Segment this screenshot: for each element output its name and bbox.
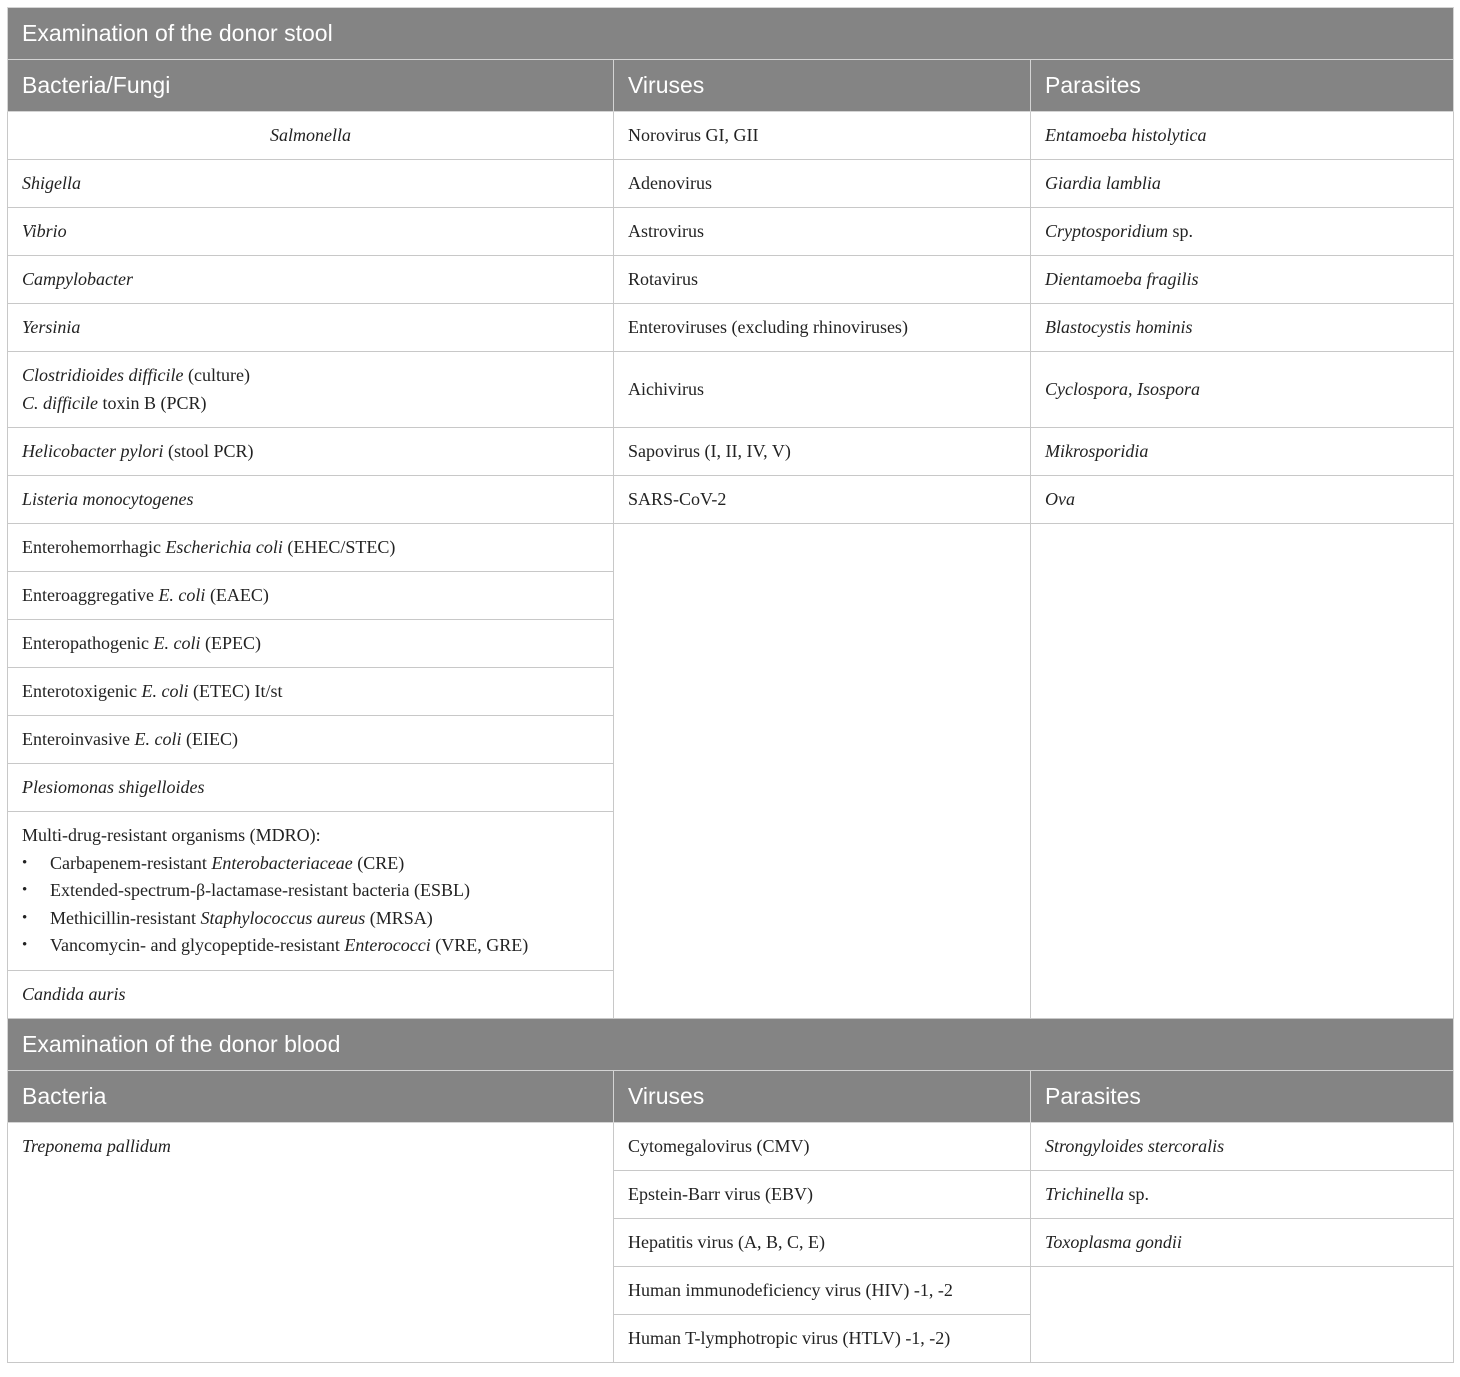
mdro-list: [22, 850, 599, 960]
blood-header-bacteria: Bacteria: [8, 1071, 614, 1123]
blood-parasite-cell: Toxoplasma gondii: [1031, 1219, 1454, 1267]
stool-header-bacteria-fungi: Bacteria/Fungi: [8, 60, 614, 112]
mdro-cell: [8, 812, 614, 971]
stool-parasite-cell: Cryptosporidium sp.: [1031, 208, 1454, 256]
stool-virus-cell: Aichivirus: [614, 352, 1031, 428]
stool-bacteria-cell: Campylobacter: [8, 256, 614, 304]
blood-bacteria-cell: Treponema pallidum: [8, 1123, 614, 1363]
donor-screening-table: [7, 7, 1454, 1363]
blood-virus-cell: Human immunodeficiency virus (HIV) -1, -2: [614, 1267, 1031, 1315]
mdro-list-item: • Vancomycin- and glycopeptide-resistant Enterococci (VRE, GRE): [22, 932, 599, 960]
blood-virus-cell: Human T-lymphotropic virus (HTLV) -1, -2): [614, 1315, 1031, 1363]
stool-virus-cell: SARS-CoV-2: [614, 476, 1031, 524]
stool-bacteria-cell: Shigella: [8, 160, 614, 208]
stool-virus-cell: Rotavirus: [614, 256, 1031, 304]
blood-virus-cell: Cytomegalovirus (CMV): [614, 1123, 1031, 1171]
stool-virus-cell: Enteroviruses (excluding rhinoviruses): [614, 304, 1031, 352]
stool-parasite-cell: Ova: [1031, 476, 1454, 524]
stool-bacteria-cell: Clostridioides difficile (culture) C. difficile toxin B (PCR): [8, 352, 614, 428]
stool-bacteria-cell: Enterotoxigenic E. coli (ETEC) It/st: [8, 668, 614, 716]
stool-section-title: Examination of the donor stool: [8, 8, 1454, 60]
stool-parasite-cell: Giardia lamblia: [1031, 160, 1454, 208]
stool-bacteria-cell: Yersinia: [8, 304, 614, 352]
blood-parasite-empty-cell: [1031, 1267, 1454, 1363]
stool-bacteria-cell: Enteroaggregative E. coli (EAEC): [8, 572, 614, 620]
blood-parasite-cell: Trichinella sp.: [1031, 1171, 1454, 1219]
stool-header-parasites: Parasites: [1031, 60, 1454, 112]
stool-bacteria-cell: Candida auris: [8, 971, 614, 1019]
mdro-heading: Multi-drug-resistant organisms (MDRO):: [22, 825, 321, 845]
mdro-list-item: • Extended-spectrum-β-lactamase-resistant bacteria (ESBL): [22, 877, 599, 905]
stool-virus-cell: Astrovirus: [614, 208, 1031, 256]
stool-bacteria-cell: Helicobacter pylori (stool PCR): [8, 428, 614, 476]
stool-header-viruses: Viruses: [614, 60, 1031, 112]
mdro-list-item: • Methicillin-resistant Staphylococcus aureus (MRSA): [22, 905, 599, 933]
stool-virus-cell: Sapovirus (I, II, IV, V): [614, 428, 1031, 476]
blood-parasite-cell: Strongyloides stercoralis: [1031, 1123, 1454, 1171]
stool-parasite-cell: Cyclospora, Isospora: [1031, 352, 1454, 428]
stool-bacteria-cell: Listeria monocytogenes: [8, 476, 614, 524]
mdro-list-item: • Carbapenem-resistant Enterobacteriaceae (CRE): [22, 850, 599, 878]
blood-section-title: Examination of the donor blood: [8, 1019, 1454, 1071]
stool-bacteria-cell: Enterohemorrhagic Escherichia coli (EHEC/STEC): [8, 524, 614, 572]
stool-parasite-cell: Dientamoeba fragilis: [1031, 256, 1454, 304]
stool-bacteria-cell: Enteroinvasive E. coli (EIEC): [8, 716, 614, 764]
blood-virus-cell: Hepatitis virus (A, B, C, E): [614, 1219, 1031, 1267]
blood-header-parasites: Parasites: [1031, 1071, 1454, 1123]
stool-virus-cell: Norovirus GI, GII: [614, 112, 1031, 160]
blood-virus-cell: Epstein-Barr virus (EBV): [614, 1171, 1031, 1219]
stool-bacteria-cell: Vibrio: [8, 208, 614, 256]
blood-header-viruses: Viruses: [614, 1071, 1031, 1123]
stool-parasite-cell: Mikrosporidia: [1031, 428, 1454, 476]
stool-bacteria-cell: Plesiomonas shigelloides: [8, 764, 614, 812]
stool-bacteria-cell: Salmonella: [8, 112, 614, 160]
stool-parasite-cell: Entamoeba histolytica: [1031, 112, 1454, 160]
stool-virus-empty-cell: [614, 524, 1031, 1019]
stool-parasite-cell: Blastocystis hominis: [1031, 304, 1454, 352]
stool-parasite-empty-cell: [1031, 524, 1454, 1019]
stool-bacteria-cell: Enteropathogenic E. coli (EPEC): [8, 620, 614, 668]
stool-virus-cell: Adenovirus: [614, 160, 1031, 208]
